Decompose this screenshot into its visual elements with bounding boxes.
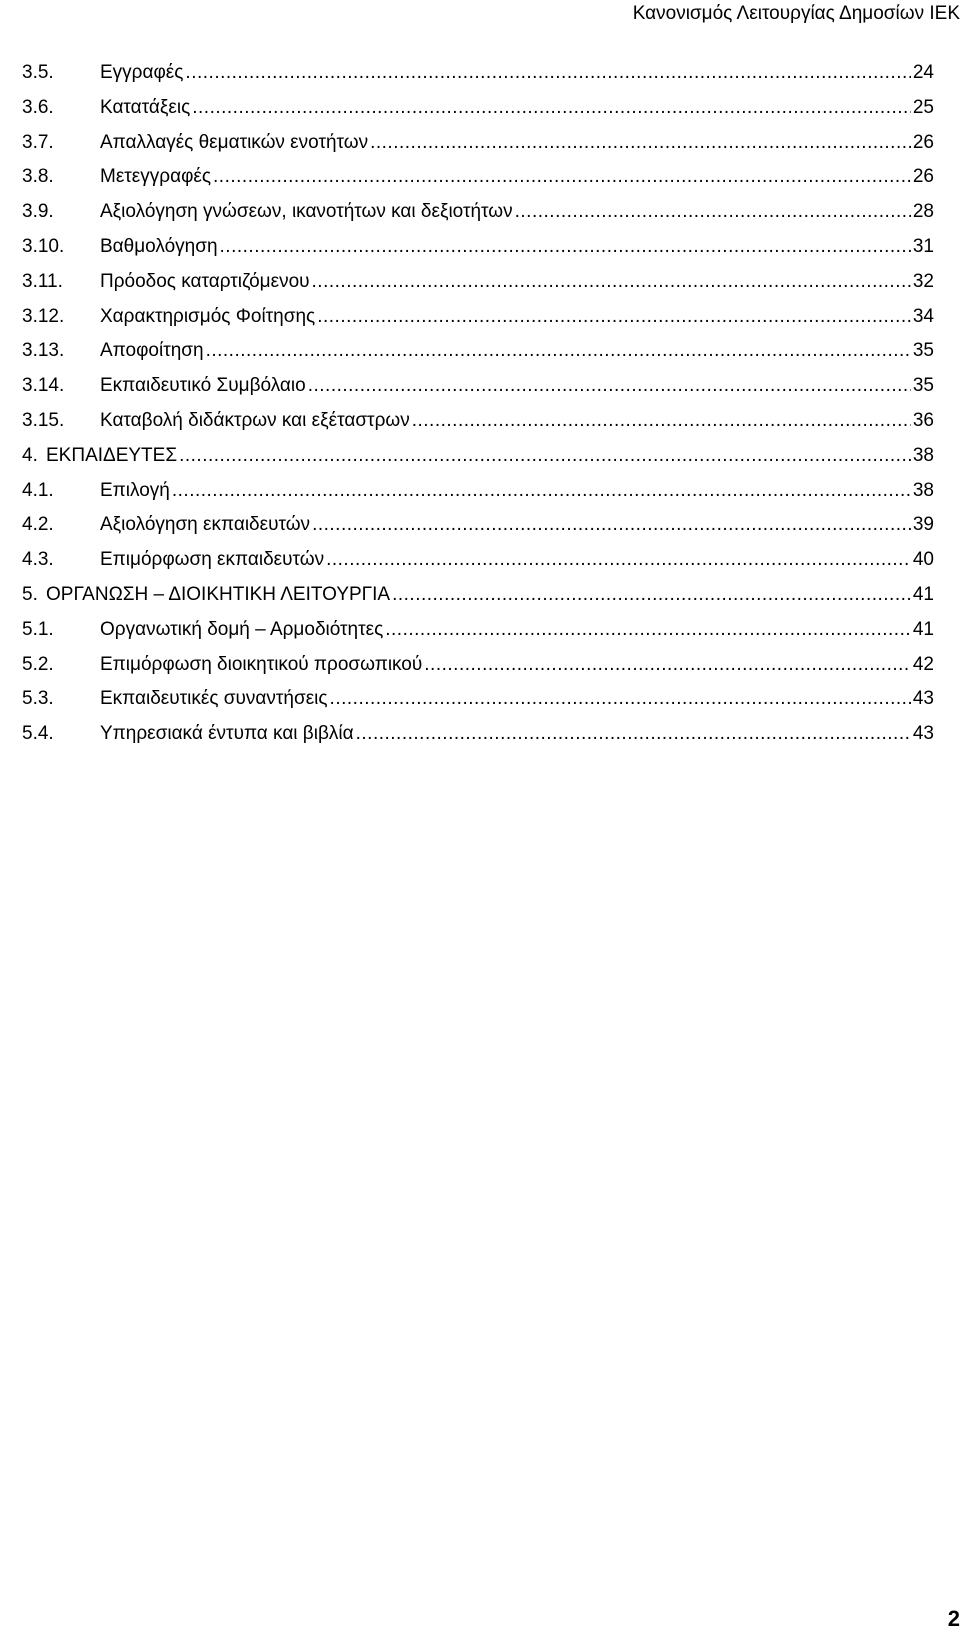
dot-leader — [356, 717, 911, 752]
dot-leader — [424, 648, 911, 683]
entry-number: 5.1. — [22, 618, 54, 640]
dot-leader — [192, 91, 911, 126]
entry-title: Εγγραφές — [100, 62, 184, 83]
entry-title: Μετεγγραφές — [100, 166, 212, 188]
dot-leader — [392, 578, 911, 613]
entry-title: ΕΚΠΑΙΔΕΥΤΕΣ — [46, 444, 178, 466]
entry-title: Χαρακτηρισμός Φοίτησης — [100, 305, 316, 327]
entry-page-number: 31 — [912, 235, 934, 257]
entry-page-number: 28 — [912, 201, 934, 223]
toc-entry[interactable] — [22, 474, 934, 509]
toc-entry[interactable] — [22, 91, 934, 126]
entry-page-number: 26 — [912, 166, 934, 188]
dot-leader — [385, 613, 911, 648]
toc-entry[interactable] — [22, 613, 934, 648]
entry-number: 3.10. — [22, 235, 65, 257]
entry-title: Πρόοδος καταρτιζόμενου — [100, 270, 310, 292]
dot-leader — [185, 56, 910, 91]
entry-number: 3.15. — [22, 409, 65, 431]
entry-title: Καταβολή διδάκτρων και εξέταστρων — [100, 409, 410, 431]
entry-title: Επιμόρφωση διοικητικού προσωπικού — [100, 653, 423, 675]
entry-page-number: 40 — [912, 549, 934, 571]
entry-number: 3.14. — [22, 375, 65, 397]
entry-page-number: 36 — [912, 409, 934, 431]
dot-leader — [515, 195, 911, 230]
entry-number: 5.3. — [22, 688, 54, 710]
toc-entry[interactable] — [22, 265, 934, 300]
toc-entry[interactable] — [22, 230, 934, 265]
toc-entry[interactable] — [22, 578, 934, 613]
entry-title: Οργανωτική δομή – Αρμοδιότητες — [100, 618, 384, 640]
toc-entry[interactable] — [22, 508, 934, 543]
entry-page-number: 41 — [912, 618, 934, 640]
entry-page-number: 38 — [912, 479, 934, 501]
entry-page-number: 32 — [912, 270, 934, 292]
toc-entry[interactable] — [22, 543, 934, 578]
entry-page-number: 39 — [912, 514, 934, 536]
entry-number: 4.1. — [22, 479, 54, 501]
toc-entry[interactable] — [22, 682, 934, 717]
dot-leader — [317, 300, 911, 335]
entry-title: Κατατάξεις — [100, 96, 191, 118]
toc-entry[interactable] — [22, 195, 934, 230]
dot-leader — [179, 439, 911, 474]
toc-entry[interactable] — [22, 334, 934, 369]
entry-title: Υπηρεσιακά έντυπα και βιβλία — [100, 723, 354, 745]
entry-title: Επιμόρφωση εκπαιδευτών — [100, 549, 325, 571]
entry-title: Αποφοίτηση — [100, 340, 204, 362]
toc-entry[interactable] — [22, 717, 934, 752]
entry-title: Απαλλαγές θεματικών ενοτήτων — [100, 131, 369, 153]
entry-page-number: 35 — [912, 375, 934, 397]
entry-page-number: 38 — [912, 444, 934, 466]
entry-number: 3.13. — [22, 340, 65, 362]
dot-leader — [206, 334, 911, 369]
dot-leader — [326, 543, 911, 578]
entry-number: 3.12. — [22, 305, 65, 327]
entry-page-number: 35 — [912, 340, 934, 362]
entry-page-number: 34 — [912, 305, 934, 327]
entry-page-number: 43 — [912, 688, 934, 710]
entry-number: 3.11. — [22, 270, 63, 292]
entry-number: 3.8. — [22, 166, 54, 188]
entry-page-number: 43 — [912, 723, 934, 745]
entry-title: Επιλογή — [100, 479, 170, 501]
entry-page-number: 24 — [912, 62, 934, 83]
entry-title: ΟΡΓΑΝΩΣΗ – ΔΙΟΙΚΗΤΙΚΗ ΛΕΙΤΟΥΡΓΙΑ — [46, 583, 391, 605]
entry-number: 3.6. — [22, 96, 54, 118]
entry-title: Αξιολόγηση γνώσεων, ικανοτήτων και δεξιοτήτων — [100, 201, 513, 223]
toc-entry[interactable] — [22, 126, 934, 161]
dot-leader — [330, 682, 911, 717]
entry-number: 3.9. — [22, 201, 54, 223]
entry-title: Εκπαιδευτικές συναντήσεις — [100, 688, 328, 710]
dot-leader — [370, 126, 911, 161]
dot-leader — [412, 404, 911, 439]
entry-title: Εκπαιδευτικό Συμβόλαιο — [100, 375, 306, 397]
dot-leader — [172, 474, 911, 509]
entry-page-number: 26 — [912, 131, 934, 153]
toc-entry[interactable] — [22, 404, 934, 439]
dot-leader — [220, 230, 911, 265]
table-of-contents — [22, 56, 934, 752]
entry-number: 5.4. — [22, 723, 54, 745]
toc-entry[interactable] — [22, 160, 934, 195]
toc-entry[interactable] — [22, 300, 934, 335]
entry-number: 5. — [22, 583, 38, 605]
dot-leader — [312, 508, 911, 543]
entry-number: 4.2. — [22, 514, 54, 536]
toc-entry[interactable] — [22, 56, 934, 91]
entry-page-number: 25 — [912, 96, 934, 118]
entry-title: Αξιολόγηση εκπαιδευτών — [100, 514, 311, 536]
toc-entry[interactable] — [22, 439, 934, 474]
entry-number: 3.5. — [22, 62, 54, 83]
entry-number: 5.2. — [22, 653, 54, 675]
entry-number: 4.3. — [22, 549, 54, 571]
entry-number: 4. — [22, 444, 38, 466]
entry-page-number: 42 — [912, 653, 934, 675]
entry-page-number: 41 — [912, 583, 934, 605]
dot-leader — [213, 160, 911, 195]
page-number: 2 — [947, 1606, 960, 1631]
dot-leader — [308, 369, 911, 404]
toc-entry[interactable] — [22, 648, 934, 683]
dot-leader — [312, 265, 911, 300]
toc-entry[interactable] — [22, 369, 934, 404]
entry-number: 3.7. — [22, 131, 54, 153]
entry-title: Βαθμολόγηση — [100, 235, 218, 257]
running-header: Κανονισμός Λειτουργίας Δημοσίων ΙΕΚ — [632, 3, 960, 24]
